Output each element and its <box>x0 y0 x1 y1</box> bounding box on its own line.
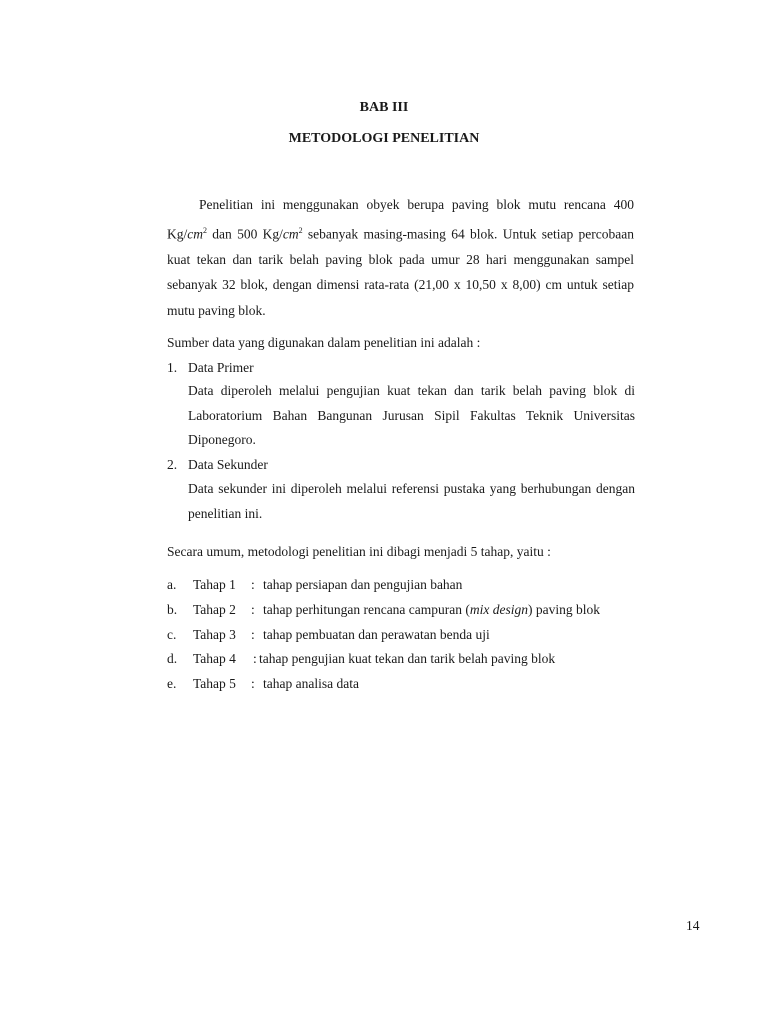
stage-description-post: ) paving blok <box>528 602 601 617</box>
stage-colon: : <box>253 651 257 666</box>
stage-colon: : <box>251 627 255 642</box>
stage-letter: b. <box>167 602 178 617</box>
chapter-number: BAB III <box>359 100 409 115</box>
stage-name: Tahap 4 <box>193 651 236 666</box>
intro-text-3: sebanyak masing-masing 64 blok. Untuk setiap percobaan kuat tekan dan tarik belah paving blok pada umur 28 hari menggunakan sampel sebanyak 32 blok, dengan dimensi rata-rata (21,00 x 10,50 x 8,00) cm untuk setiap mutu paving blok. <box>167 226 634 318</box>
stage-name: Tahap 1 <box>193 577 236 592</box>
intro-text-1: Penelitian ini menggunakan obyek berupa paving blok mutu rencana 400 Kg/ <box>167 197 634 241</box>
stage-colon: : <box>251 577 255 592</box>
intro-text-2: dan 500 Kg/ <box>207 226 283 241</box>
source-body-secondary: Data sekunder ini diperoleh melalui referensi pustaka yang berhubungan dengan penelitian ini. <box>188 481 635 521</box>
source-title: Data Primer <box>188 360 254 375</box>
source-body-primary: Data diperoleh melalui pengujian kuat tekan dan tarik belah paving blok di Laboratorium Bahan Bangunan Jurusan Sipil Fakultas Teknik Universitas Diponegoro. <box>188 383 635 447</box>
stage-colon: : <box>251 602 255 617</box>
chapter-title: METODOLOGI PENELITIAN <box>288 131 480 146</box>
source-number: 2. <box>167 457 178 472</box>
stage-name: Tahap 3 <box>193 627 236 642</box>
unit-superscript: 2 <box>203 225 207 235</box>
stage-description: tahap analisa data <box>263 676 359 691</box>
stage-name: Tahap 2 <box>193 602 236 617</box>
stage-letter: e. <box>167 676 177 691</box>
stages-intro: Secara umum, metodologi penelitian ini dibagi menjadi 5 tahap, yaitu : <box>167 544 551 559</box>
stage-description-italic: mix design <box>469 602 529 617</box>
stage-letter: c. <box>167 627 177 642</box>
intro-paragraph <box>167 192 634 323</box>
source-number: 1. <box>167 360 178 375</box>
stage-colon: : <box>251 676 255 691</box>
stage-name: Tahap 5 <box>193 676 236 691</box>
stage-letter: d. <box>167 651 178 666</box>
stage-description: tahap pengujian kuat tekan dan tarik belah paving blok <box>259 651 556 666</box>
sources-intro: Sumber data yang digunakan dalam penelitian ini adalah : <box>167 335 481 350</box>
stage-description-pre: tahap perhitungan rencana campuran ( <box>263 602 470 617</box>
unit-cm-2: cm <box>282 226 299 241</box>
stage-description: tahap persiapan dan pengujian bahan <box>263 577 463 592</box>
unit-cm: cm <box>187 226 203 241</box>
stage-description <box>263 602 600 618</box>
stage-letter: a. <box>167 577 177 592</box>
page-number: 14 <box>686 918 700 933</box>
source-item-primary <box>167 358 634 378</box>
stage-description: tahap pembuatan dan perawatan benda uji <box>263 627 490 642</box>
source-title: Data Sekunder <box>188 457 268 472</box>
source-item-secondary <box>167 455 634 475</box>
unit-superscript-2: 2 <box>298 225 303 235</box>
